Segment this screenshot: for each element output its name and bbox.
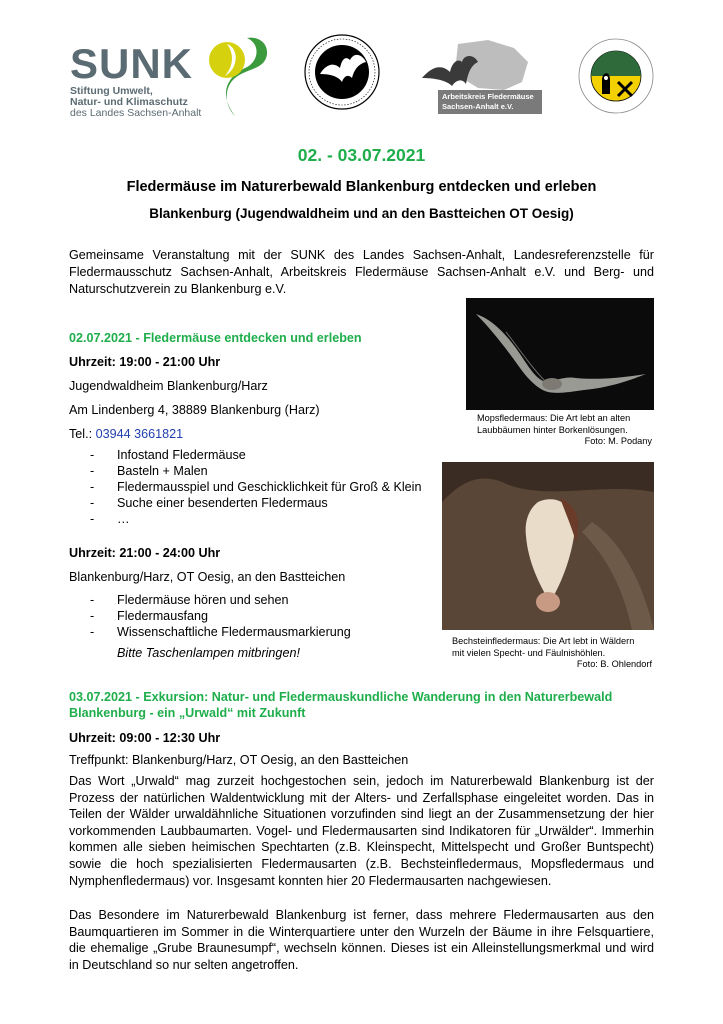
photo2-caption-line2: mit vielen Specht- und Fäulnishöhlen. xyxy=(452,647,606,658)
day2-paragraph1: Das Wort „Urwald“ mag zurzeit hochgestochen sein, jedoch im Naturerbewald Blankenburg ist der Prozess der natürlichen Waldentwicklung mit der Alters- und Zerfallsphase eingeleitet worden. Das in Teilen der Wälder urwaldähnliche Situationen vorzufinden sind liegt an der Zusammensetzung der hier vorkommenden Laubbaumarten. Vogel- und Fledermausarten sind Indikatoren für „Urwälder“. Immerhin kommen alle sieben heimischen Spechtarten (z.B. Kleinspecht, Mittelspecht und Großer Buntspecht) sowie die hoch spezialisierten Fledermausarten (z.B. Bechsteinfledermaus, Mopsfledermaus und Nymphenfledermaus) vor. Insgesamt konnten hier 20 Fledermausarten nachgewiesen. xyxy=(69,774,654,888)
landesreferenzstelle-logo xyxy=(304,34,380,110)
day1-time2: Uhrzeit: 21:00 - 24:00 Uhr xyxy=(69,546,221,560)
list-item: - Infostand Fledermäuse xyxy=(88,447,421,463)
event-title: Fledermäuse im Naturerbewald Blankenburg entdecken und erleben xyxy=(126,179,597,195)
day2-heading: 03.07.2021 - Exkursion: Natur- und Fledermauskundliche Wanderung in den Naturerbewald Blankenburg - ein „Urwald“ mit Zukunft xyxy=(69,690,613,720)
sunk-wordmark: SUNK xyxy=(70,40,194,87)
bergverein-logo xyxy=(578,36,654,116)
akf-label-line1: Arbeitskreis Fledermäuse xyxy=(442,92,534,101)
list-item: - Wissenschaftliche Fledermausmarkierung xyxy=(88,624,351,640)
photo-bechsteinfledermaus xyxy=(442,462,654,630)
photo1-caption xyxy=(477,413,652,448)
list-item: - Suche einer besenderten Fledermaus xyxy=(88,495,421,511)
phone-label: Tel.: xyxy=(69,427,96,441)
photo-mopsfledermaus xyxy=(466,298,654,410)
photo1-caption-line1: Mopsfledermaus: Die Art lebt an alten xyxy=(477,413,631,423)
photo2-caption-line1: Bechsteinfledermaus: Die Art lebt in Wäldern xyxy=(452,636,635,646)
photo1-caption-line2: Laubbäumen hinter Borkenlösungen. xyxy=(477,424,628,435)
day1-phone xyxy=(69,427,183,441)
sunk-logo xyxy=(70,34,270,118)
flying-bat-icon xyxy=(466,298,654,410)
akf-label xyxy=(438,90,542,114)
day1-list1 xyxy=(88,447,421,527)
list-item: - Fledermausspiel und Geschicklichkeit für Groß & Klein xyxy=(88,479,421,495)
bat-map-icon xyxy=(418,38,542,94)
akf-logo xyxy=(418,38,542,118)
day1-heading: 02.07.2021 - Fledermäuse entdecken und erleben xyxy=(69,331,362,345)
photo2-credit: Foto: B. Ohlendorf xyxy=(576,659,652,669)
list-item: - … xyxy=(88,511,421,527)
photo1-credit: Foto: M. Podany xyxy=(584,436,652,446)
flashlight-note: Bitte Taschenlampen mitbringen! xyxy=(117,646,300,660)
bat-circle-icon xyxy=(304,34,380,110)
day2-paragraph2: Das Besondere im Naturerbewald Blankenburg ist ferner, dass mehrere Fledermausarten aus den Baumquartieren im Sommer in die Winterquartiere unter den Wurzeln der Bäume in ihre Felsquartiere, die ehemalige „Grube Braunesumpf“, wechseln können. Dieses ist ein Alleinstellungsmerkmal und wird in Deutschland so nur selten angetroffen. xyxy=(69,908,654,972)
day1-location1: Jugendwaldheim Blankenburg/Harz xyxy=(69,379,268,393)
sunk-emblem-icon xyxy=(205,34,271,118)
verein-emblem-icon xyxy=(578,36,654,116)
event-date: 02. - 03.07.2021 xyxy=(297,145,426,165)
list-item: - Basteln + Malen xyxy=(88,463,421,479)
day1-time1: Uhrzeit: 19:00 - 21:00 Uhr xyxy=(69,355,221,369)
day1-address1: Am Lindenberg 4, 38889 Blankenburg (Harz) xyxy=(69,403,320,417)
phone-number-link[interactable]: 03944 3661821 xyxy=(95,427,184,441)
list-item: - Fledermäuse hören und sehen xyxy=(88,592,351,608)
day1-list2 xyxy=(88,592,351,640)
hanging-bat-icon xyxy=(442,462,654,630)
sunk-line2: Natur- und Klimaschutz xyxy=(70,96,188,108)
sunk-line3: des Landes Sachsen-Anhalt xyxy=(70,107,202,119)
list-item: - Fledermausfang xyxy=(88,608,351,624)
day2-meeting-point: Treffpunkt: Blankenburg/Harz, OT Oesig, an den Bastteichen xyxy=(69,753,409,767)
sunk-line1: Stiftung Umwelt, xyxy=(70,85,153,97)
photo2-caption xyxy=(452,636,652,671)
day1-location2: Blankenburg/Harz, OT Oesig, an den Bastteichen xyxy=(69,570,346,584)
intro-paragraph: Gemeinsame Veranstaltung mit der SUNK des Landes Sachsen-Anhalt, Landesreferenzstelle für Fledermausschutz Sachsen-Anhalt, Arbeitskreis Fledermäuse Sachsen-Anhalt e.V. und Berg- und Naturschutzverein zu Blankenburg e.V. xyxy=(69,248,654,296)
akf-label-line2: Sachsen-Anhalt e.V. xyxy=(442,102,514,111)
day2-time: Uhrzeit: 09:00 - 12:30 Uhr xyxy=(69,731,221,745)
event-subtitle: Blankenburg (Jugendwaldheim und an den Bastteichen OT Oesig) xyxy=(149,206,574,221)
